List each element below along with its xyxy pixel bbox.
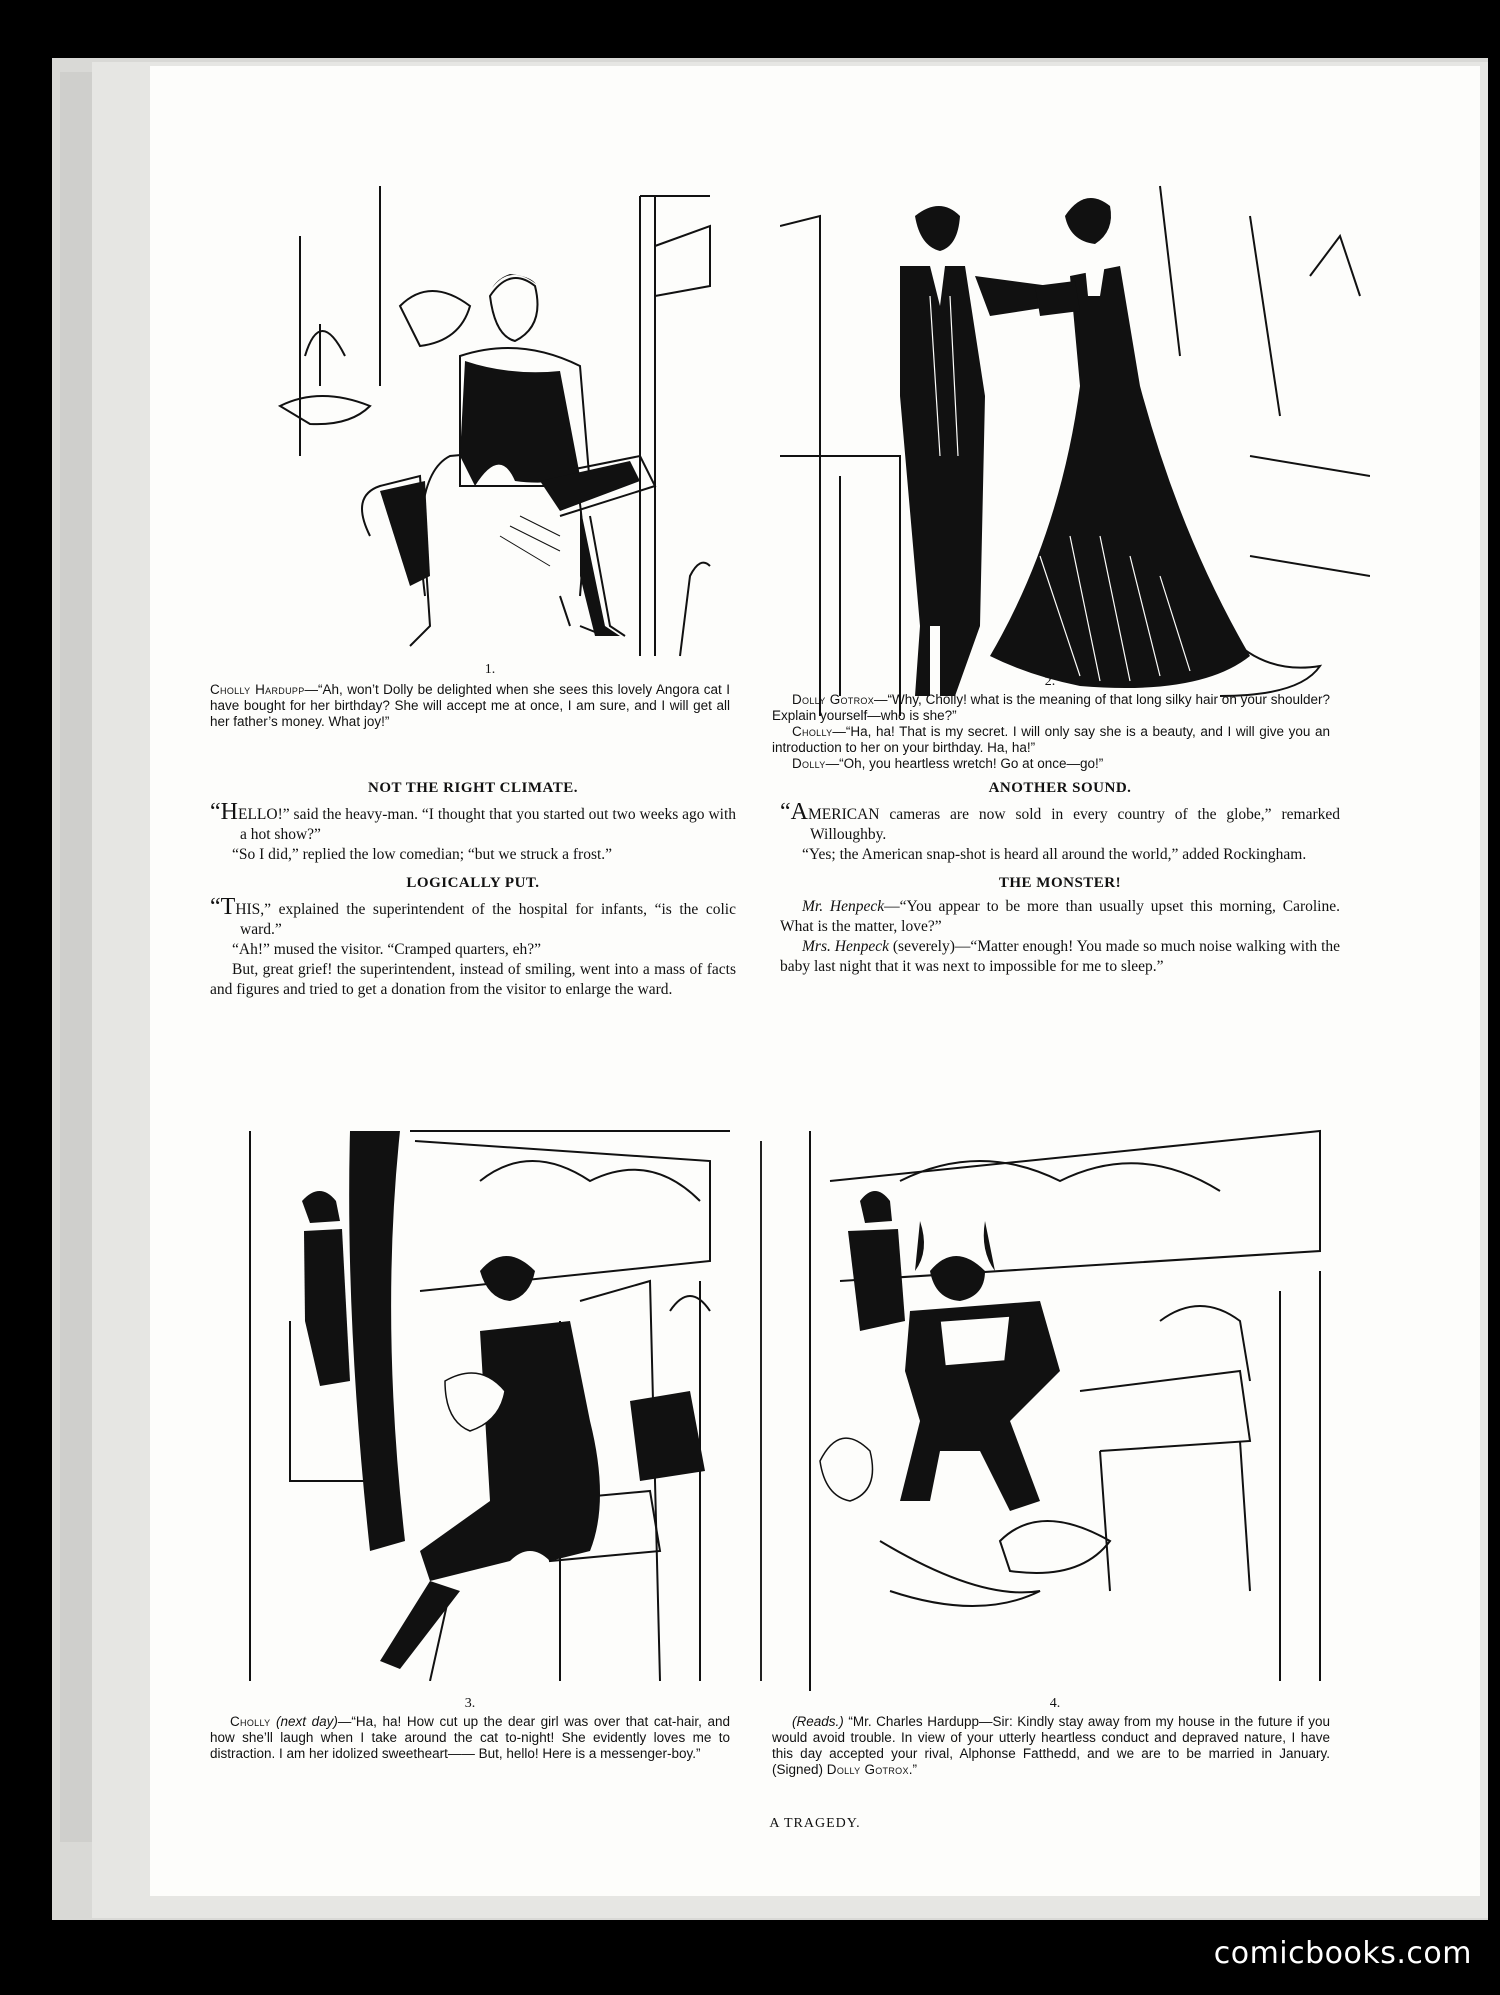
panel-caption-2 [772,692,1330,772]
caption-text: —“Ha, ha! That is my secret. I will only say she is a beauty, and I will give you an introduction to her on your birthday. Ha, ha!” [772,724,1330,755]
story-title: LOGICALLY PUT. [406,875,540,891]
right-text-column [780,778,1340,985]
story-text: —“You appear to be more than usually upset this morning, Caroline. What is the matter, love?” [780,898,1340,935]
story-text: MERICAN cameras are now sold in every country of the globe,” remarked Willoughby. [807,806,1340,843]
caption-end: .” [908,1762,917,1777]
story-speaker: Mr. Henpeck [802,898,885,915]
panel-number-3: 3. [464,1696,476,1711]
story-paragraph: “Ah!” mused the visitor. “Cramped quarters, eh?” [232,941,542,958]
illustration-panel-4 [780,1121,1350,1691]
caption-line [772,692,1330,724]
story-text: HIS,” explained the superintendent of the hospital for infants, “is the colic ward.” [235,901,736,938]
story-paragraph [210,799,736,845]
story-title: NOT THE RIGHT CLIMATE. [368,780,578,796]
story-paragraph [780,937,1340,977]
drop-cap: “T [210,894,236,920]
panel-number-1: 1. [484,662,496,677]
story-stage-direction: (severely) [892,938,955,955]
story-the-monster [780,873,1340,977]
story-title: THE MONSTER! [998,875,1122,891]
caption-text: —“Oh, you heartless wretch! Go at once—go!” [825,756,1104,771]
caption-speaker: Dolly Gotrox [792,692,875,707]
panel-caption-1 [210,682,730,730]
panel-caption-3 [210,1714,730,1762]
couple-arguing-drawing [780,156,1370,726]
magazine-page [150,66,1480,1896]
drop-cap: “H [210,799,238,825]
man-in-chair-with-cat-drawing [260,156,740,661]
illustration-panel-3 [230,1121,730,1681]
drop-cap: “A [780,799,808,825]
caption-text: —“Ah, won’t Dolly be delighted when she sees this lovely Angora cat I have bought for her birthday? She will accept me at once, I am sure, and I will get all her father’s money. What joy!” [210,682,730,729]
illustration-panel-1 [260,156,740,661]
caption-stage-direction: (next day) [276,1714,338,1729]
story-paragraph [210,894,736,940]
story-paragraph: “Yes; the American snap-shot is heard all around the world,” added Rockingham. [802,846,1307,863]
story-logically-put [210,873,736,1000]
story-paragraph [780,897,1340,937]
page-footer-title: A TRAGEDY. [769,1816,861,1831]
story-not-the-right-climate [210,778,736,865]
story-text: —“Matter enough! You made so much noise walking with the baby last night that it was next to impossible for me to sleep.” [780,938,1340,975]
story-another-sound [780,778,1340,865]
story-text: ELLO!” said the heavy-man. “I thought that you started out two weeks ago with a hot show?” [237,806,736,843]
panel-number-2: 2. [1044,674,1056,689]
caption-stage-direction: (Reads.) [792,1714,844,1729]
caption-speaker: Cholly [792,724,833,739]
caption-signature: Dolly Gotrox [826,1762,909,1777]
panel-number-4: 4. [1049,1696,1061,1711]
caption-text: “Mr. Charles Hardupp—Sir: Kindly stay away from my house in the future if you would avoid trouble. In view of your utterly heartless conduct and depraved nature, I have this day accepted your rival, Alphonse Fatthedd, and we are to be married in January. (Signed) [772,1714,1330,1777]
story-paragraph: “So I did,” replied the low comedian; “but we struck a frost.” [232,846,613,863]
caption-text: —“Ha, ha! How cut up the dear girl was over that cat-hair, and how she’ll laugh when I take around the cat to-night! She evidently loves me to distraction. I am her idolized sweetheart—— But, hello! Here is a messenger-boy.” [210,1714,730,1761]
story-paragraph: But, great grief! the superintendent, instead of smiling, went into a mass of facts and figures and tried to get a donation from the visitor to enlarge the ward. [210,961,736,998]
caption-line [772,724,1330,756]
illustration-panel-2 [780,156,1370,726]
caption-text: —“Why, Cholly! what is the meaning of that long silky hair on your shoulder? Explain yourself—who is she?” [772,692,1331,723]
story-speaker: Mrs. Henpeck [802,938,889,955]
caption-speaker: Dolly [792,756,826,771]
panel-divider-bottom [760,1141,762,1681]
man-lounging-with-pipe-drawing [230,1121,730,1681]
left-text-column [210,778,736,1008]
story-title: ANOTHER SOUND. [988,780,1132,796]
panel-caption-4 [772,1714,1330,1778]
caption-line [772,756,1330,772]
caption-speaker: Cholly [230,1714,271,1729]
man-reading-letter-drawing [780,1121,1350,1691]
site-watermark: comicbooks.com [1213,1936,1472,1971]
story-paragraph [780,799,1340,845]
caption-speaker: Cholly Hardupp [210,682,305,697]
